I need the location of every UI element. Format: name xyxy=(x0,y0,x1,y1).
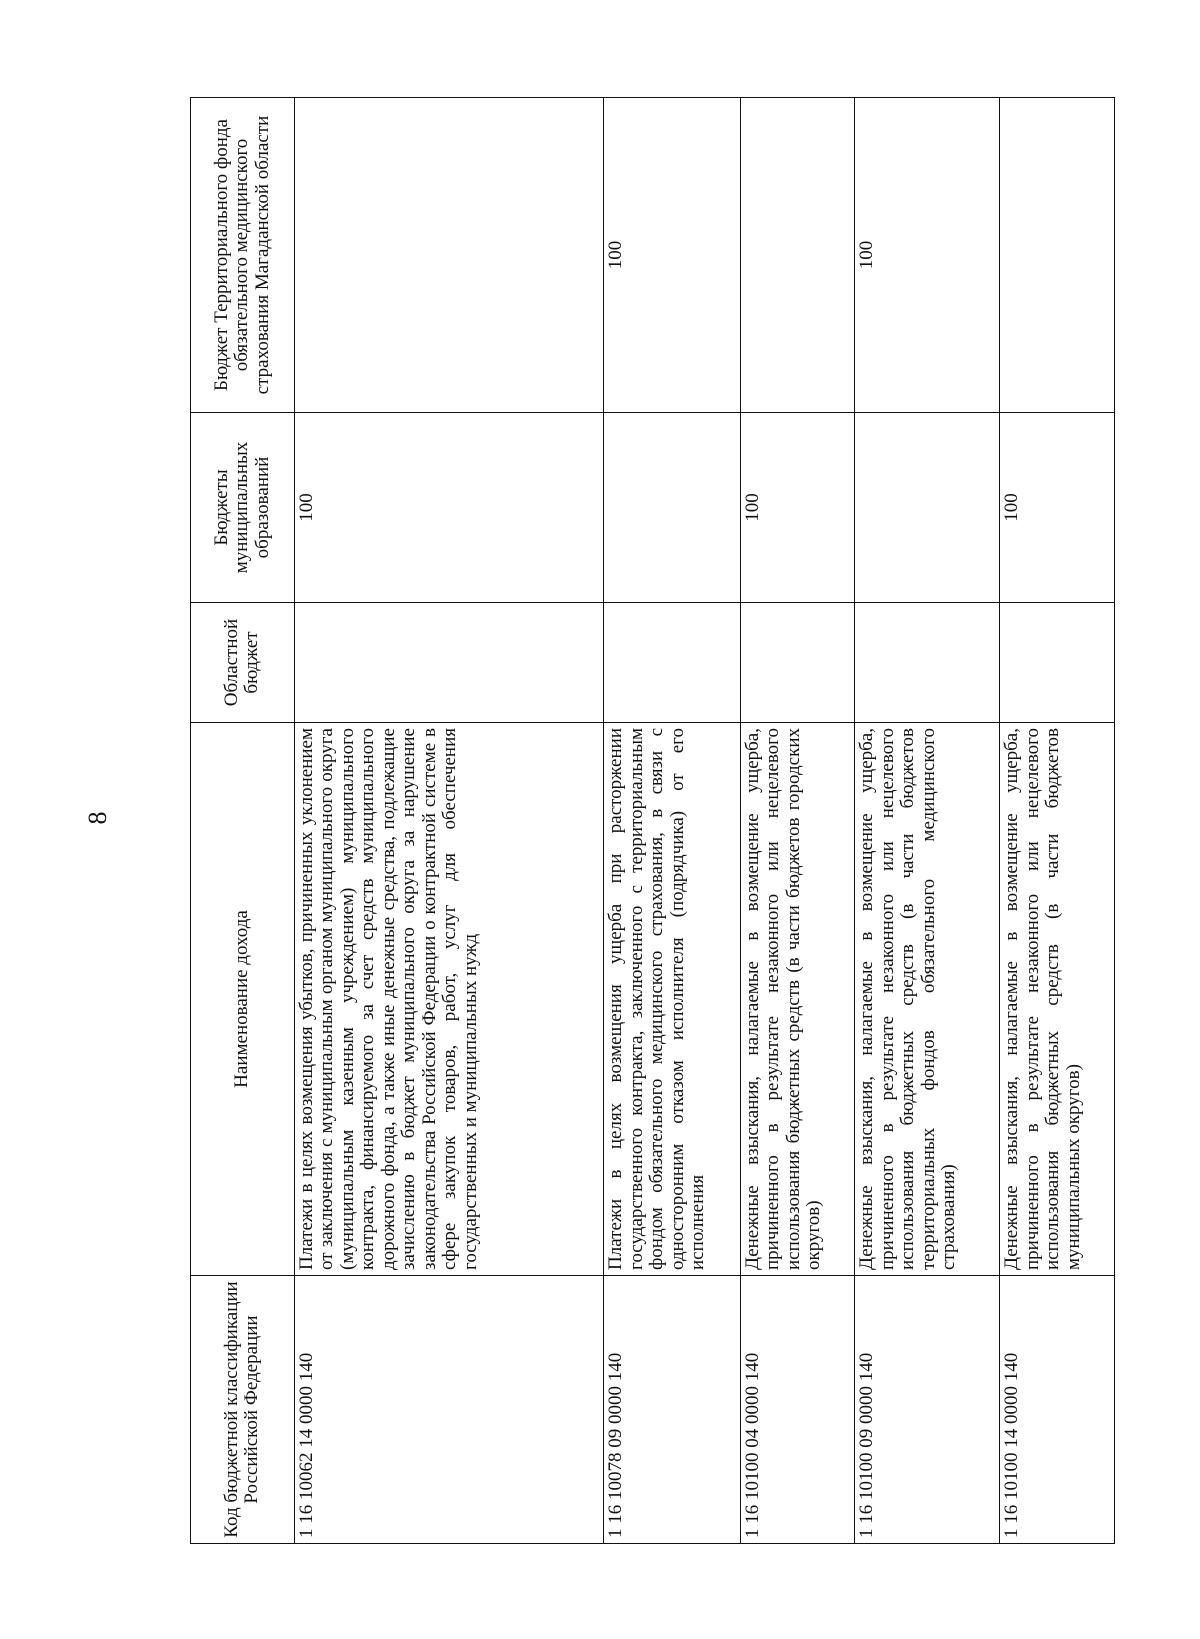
row-municipal: 100 xyxy=(740,413,855,603)
row-tfoms xyxy=(740,98,855,413)
row-regional xyxy=(740,603,855,723)
revenue-distribution-table xyxy=(190,97,1115,1544)
row-regional xyxy=(294,603,603,723)
row-name: Платежи в целях возмещения ущерба при расторжении государственного контракта, заключенного с территориальным фондом обязательного медицинского страхования, в связи с односторонним отказом исполнителя (подрядчика) от его исполнения xyxy=(604,723,740,1276)
table-row xyxy=(740,98,855,1544)
row-code: 1 16 10100 09 0000 140 xyxy=(855,1276,1000,1544)
row-name: Платежи в целях возмещения убытков, причиненных уклонением от заключения с муниципальным органом муниципального округа (муниципальным казенным учреждением) муниципального контракта, финансируемого за счет средств муниципального дорожного фонда, а также иные денежные средства, подлежащие зачислению в бюджет муниципального округа за нарушение законодательства Российской Федерации о контрактной системе в сфере закупок товаров, работ, услуг для обеспечения государственных и муниципальных нужд xyxy=(294,723,603,1276)
row-tfoms: 100 xyxy=(855,98,1000,413)
row-code: 1 16 10078 09 0000 140 xyxy=(604,1276,740,1544)
row-code: 1 16 10062 14 0000 140 xyxy=(294,1276,603,1544)
row-regional xyxy=(604,603,740,723)
row-name: Денежные взыскания, налагаемые в возмещение ущерба, причиненного в результате незаконного или нецелевого использования бюджетных средств (в части бюджетов муниципальных округов) xyxy=(1000,723,1115,1276)
row-tfoms xyxy=(1000,98,1115,413)
table-row xyxy=(294,98,603,1544)
header-name: Наименование дохода xyxy=(191,723,295,1276)
row-tfoms xyxy=(294,98,603,413)
header-municipal-budgets: Бюджеты муниципальных образований xyxy=(191,413,295,603)
row-regional xyxy=(1000,603,1115,723)
rotated-table-inner xyxy=(190,98,1115,1544)
row-municipal xyxy=(604,413,740,603)
table-row xyxy=(604,98,740,1544)
table-row xyxy=(1000,98,1115,1544)
header-regional-budget: Областной бюджет xyxy=(191,603,295,723)
table-header-row xyxy=(191,98,295,1544)
page-number: 8 xyxy=(83,811,112,825)
table-row xyxy=(855,98,1000,1544)
row-name: Денежные взыскания, налагаемые в возмещение ущерба, причиненного в результате незаконного или нецелевого использования бюджетных средств (в части бюджетов городских округов) xyxy=(740,723,855,1276)
row-regional xyxy=(855,603,1000,723)
row-code: 1 16 10100 04 0000 140 xyxy=(740,1276,855,1544)
row-municipal: 100 xyxy=(294,413,603,603)
row-tfoms: 100 xyxy=(604,98,740,413)
rotated-table-frame xyxy=(190,98,1115,1544)
row-municipal xyxy=(855,413,1000,603)
row-name: Денежные взыскания, налагаемые в возмещение ущерба, причиненного в результате незаконного или нецелевого использования бюджетных средств (в части бюджетов территориальных фондов обязательного медицинского страхования) xyxy=(855,723,1000,1276)
header-tfoms-budget: Бюджет Территориального фонда обязательного медицинского страхования Магаданской области xyxy=(191,98,295,413)
row-municipal: 100 xyxy=(1000,413,1115,603)
row-code: 1 16 10100 14 0000 140 xyxy=(1000,1276,1115,1544)
header-code: Код бюджетной классификации Российской Федерации xyxy=(191,1276,295,1544)
